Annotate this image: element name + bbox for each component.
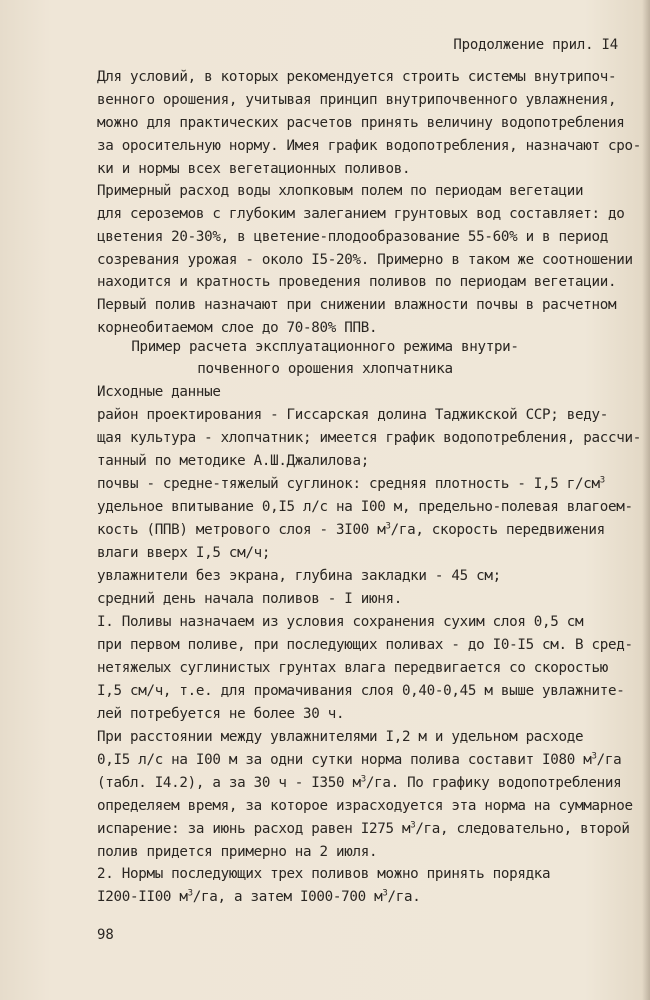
- text-segment: /га, следовательно, второй: [415, 821, 630, 837]
- text-line: I,5 см/ч, т.е. для промачивания слоя 0,40-0,45 м выше увлажните-: [97, 683, 625, 699]
- text-line: влаги вверх I,5 см/ч;: [97, 545, 271, 561]
- text-segment: испарение: за июнь расход равен I275 м: [97, 821, 411, 837]
- text-line: 2. Нормы последующих трех поливов можно принять порядка: [97, 866, 551, 882]
- text-line: При расстоянии между увлажнителями I,2 м и удельном расходе: [97, 729, 584, 745]
- text-segment: I200-II00 м: [97, 889, 188, 905]
- text-line: [97, 819, 630, 839]
- text-line: [97, 750, 621, 770]
- superscript: 3: [599, 475, 605, 486]
- text-line: лей потребуется не более 30 ч.: [97, 706, 345, 722]
- text-segment: почвы - средне-тяжелый суглинок: средняя плотность - I,5 г/см: [97, 476, 600, 492]
- section-title-line: почвенного орошения хлопчатника: [197, 361, 453, 377]
- text-line: удельное впитывание 0,I5 л/с на I00 м, предельно-полевая влагоем-: [97, 499, 633, 515]
- superscript: 3: [591, 751, 597, 762]
- text-line: [97, 520, 605, 540]
- text-line: Исходные данные: [97, 384, 221, 400]
- text-segment: (табл. I4.2), а за 30 ч - I350 м: [97, 775, 361, 791]
- text-segment: кость (ППВ) метрового слоя - 3I00 м: [97, 522, 386, 538]
- superscript: 3: [382, 888, 388, 899]
- text-line: Примерный расход воды хлопковым полем по периодам вегетации: [97, 183, 584, 199]
- text-line: ки и нормы всех вегетационных поливов.: [97, 161, 411, 177]
- text-line: [97, 887, 420, 907]
- text-line: за оросительную норму. Имея график водопотребления, назначают сро-: [97, 138, 641, 154]
- text-segment: /га, а затем I000-700 м: [192, 889, 383, 905]
- text-line: район проектирования - Гиссарская долина Таджикской ССР; веду-: [97, 407, 608, 423]
- page-edge-shadow: [642, 0, 650, 1000]
- text-line: созревания урожая - около I5-20%. Примерно в таком же соотношении: [97, 252, 633, 268]
- text-segment: /га. По графику водопотребления: [365, 775, 622, 791]
- text-line: [97, 773, 621, 793]
- text-line: корнеобитаемом слое до 70-80% ППВ.: [97, 320, 378, 336]
- text-line: можно для практических расчетов принять величину водопотребления: [97, 115, 625, 131]
- text-line: средний день начала поливов - I июня.: [97, 591, 402, 607]
- text-segment: /га: [596, 752, 622, 768]
- superscript: 3: [385, 521, 391, 532]
- text-line: [97, 474, 605, 494]
- text-line: для сероземов с глубоким залеганием грунтовых вод составляет: до: [97, 206, 625, 222]
- text-segment: /га, скорость передвижения: [390, 522, 605, 538]
- text-line: находится и кратность проведения поливов по периодам вегетации.: [97, 274, 617, 290]
- page-header: Продолжение прил. I4: [453, 37, 618, 53]
- text-line: щая культура - хлопчатник; имеется график водопотребления, рассчи-: [97, 430, 641, 446]
- text-line: Для условий, в которых рекомендуется строить системы внутрипоч-: [97, 69, 617, 85]
- text-line: I. Поливы назначаем из условия сохранения сухим слоя 0,5 см: [97, 614, 584, 630]
- text-segment: /га.: [387, 889, 421, 905]
- text-line: определяем время, за которое израсходуется эта норма на суммарное: [97, 798, 633, 814]
- superscript: 3: [360, 774, 366, 785]
- text-line: увлажнители без экрана, глубина закладки - 45 см;: [97, 568, 501, 584]
- section-title-line: Пример расчета эксплуатационного режима внутри-: [131, 339, 519, 355]
- superscript: 3: [187, 888, 193, 899]
- text-segment: 0,I5 л/с на I00 м за одни сутки норма полива составит I080 м: [97, 752, 592, 768]
- page-number: 98: [97, 927, 114, 943]
- text-line: при первом поливе, при последующих поливах - до I0-I5 см. В сред-: [97, 637, 633, 653]
- text-line: танный по методике А.Ш.Джалилова;: [97, 453, 369, 469]
- text-line: нетяжелых суглинистых грунтах влага передвигается со скоростью: [97, 660, 608, 676]
- text-line: цветения 20-30%, в цветение-плодообразование 55-60% и в период: [97, 229, 608, 245]
- text-line: Первый полив назначают при снижении влажности почвы в расчетном: [97, 297, 617, 313]
- text-line: венного орошения, учитывая принцип внутрипочвенного увлажнения,: [97, 92, 617, 108]
- text-line: полив придется примерно на 2 июля.: [97, 844, 378, 860]
- superscript: 3: [410, 820, 416, 831]
